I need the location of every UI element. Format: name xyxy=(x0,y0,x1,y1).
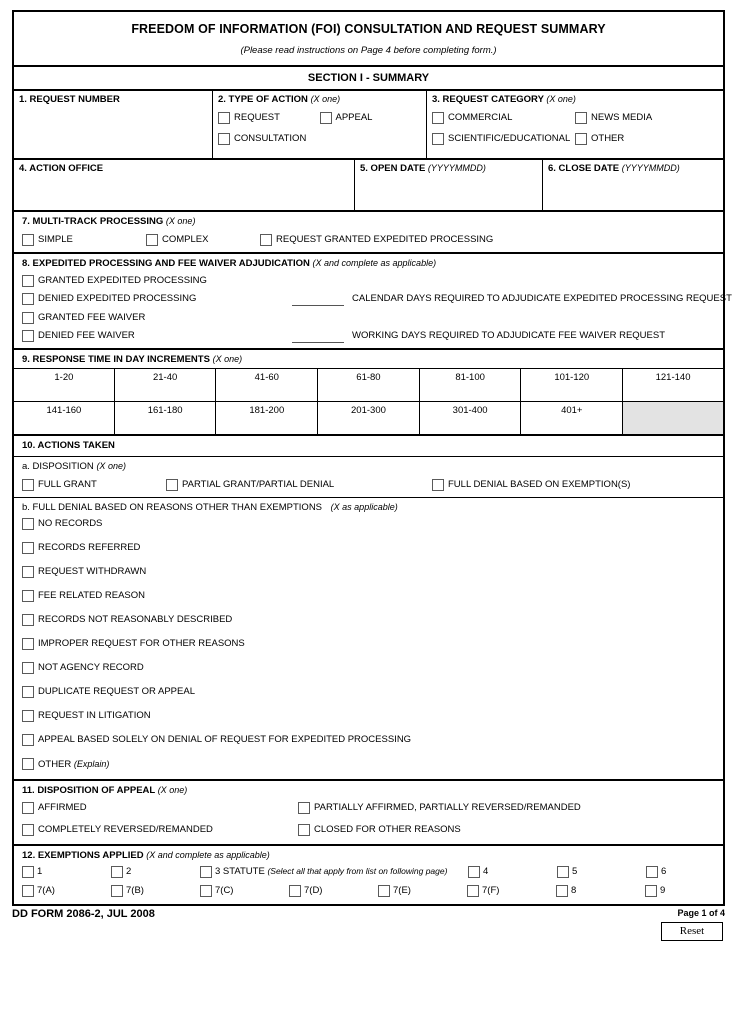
checkbox-request-withdrawn[interactable] xyxy=(22,566,34,578)
field-12-row xyxy=(14,846,723,904)
cell-61-80[interactable]: 61-80 xyxy=(318,369,420,402)
checkbox-row[interactable]: GRANTED FEE WAIVER xyxy=(22,312,292,324)
field-request-category xyxy=(426,91,723,158)
field-7-label: 7. MULTI-TRACK PROCESSING (X one) xyxy=(22,216,196,227)
option-row xyxy=(22,824,715,836)
form-header xyxy=(14,12,723,67)
checkbox-completely-reversed-remanded[interactable] xyxy=(22,824,34,836)
checkbox-row[interactable]: FULL GRANT xyxy=(22,479,166,491)
field-actions-taken xyxy=(14,436,723,456)
field-10-header-row xyxy=(14,436,723,457)
field-request-number[interactable] xyxy=(14,91,212,158)
field-8-row xyxy=(14,254,732,350)
reset-button[interactable]: Reset xyxy=(661,922,723,941)
cell-101-120[interactable]: 101-120 xyxy=(521,369,623,402)
field-exemptions-applied xyxy=(14,846,737,904)
working-days-note: WORKING DAYS REQUIRED TO ADJUDICATE FEE WAIVER REQUEST xyxy=(352,330,666,341)
field-2-label: 2. TYPE OF ACTION (X one) xyxy=(218,94,341,105)
checkbox-row[interactable]: PARTIALLY AFFIRMED, PARTIALLY REVERSED/REMANDED xyxy=(298,802,581,814)
checkbox-row[interactable]: CLOSED FOR OTHER REASONS xyxy=(298,824,461,836)
checkbox-row[interactable]: PARTIAL GRANT/PARTIAL DENIAL xyxy=(166,479,432,491)
field-full-denial-other-reasons xyxy=(14,498,723,779)
checkbox-records-referred[interactable] xyxy=(22,542,34,554)
checkbox-row[interactable]: NO RECORDS xyxy=(22,518,715,530)
cell-121-140[interactable]: 121-140 xyxy=(623,369,723,402)
form-subtitle: (Please read instructions on Page 4 before completing form.) xyxy=(240,45,497,56)
checkbox-commercial[interactable] xyxy=(432,112,444,124)
checkbox-exemption-5[interactable] xyxy=(557,866,569,878)
checkbox-row[interactable]: DENIED EXPEDITED PROCESSING xyxy=(22,293,292,305)
checkbox-granted-expedited-processing[interactable] xyxy=(22,275,34,287)
checkbox-fee-related-reason[interactable] xyxy=(22,590,34,602)
checkbox-row[interactable]: 2 xyxy=(111,866,200,878)
section-i-bar: SECTION I - SUMMARY xyxy=(14,67,723,91)
field-10a-label: a. DISPOSITION (X one) xyxy=(22,461,126,472)
exemption-row-2 xyxy=(22,885,731,897)
checkbox-exemption-2[interactable] xyxy=(111,866,123,878)
checkbox-exemption-3-statute[interactable] xyxy=(200,866,212,878)
checkbox-row[interactable]: OTHER xyxy=(575,133,718,145)
input-working-days[interactable] xyxy=(292,330,344,343)
table-row xyxy=(14,402,723,435)
field-7-options xyxy=(22,234,715,246)
statute-hint: (Select all that apply from list on following page) xyxy=(267,866,448,876)
checkbox-row[interactable] xyxy=(22,758,715,771)
other-label: OTHER xyxy=(38,759,72,770)
checkbox-row[interactable]: 7(D) xyxy=(289,885,378,897)
input-calendar-days[interactable] xyxy=(292,293,344,306)
checkbox-exemption-7b[interactable] xyxy=(111,885,123,897)
field-6-hint: (YYYYMMDD) xyxy=(621,163,680,173)
field-11-hint: (X one) xyxy=(157,785,188,795)
cell-41-60[interactable]: 41-60 xyxy=(216,369,318,402)
checkbox-partially-affirmed-partially-reversed[interactable] xyxy=(298,802,310,814)
cell-161-180[interactable]: 161-180 xyxy=(114,402,216,435)
cell-81-100[interactable]: 81-100 xyxy=(419,369,521,402)
checkbox-row[interactable]: FULL DENIAL BASED ON EXEMPTION(S) xyxy=(432,479,630,491)
checkbox-row[interactable]: APPEAL BASED SOLELY ON DENIAL OF REQUEST FOR EXPEDITED PROCESSING xyxy=(22,734,715,746)
field-8-option-row xyxy=(22,293,731,306)
checkbox-other-explain[interactable] xyxy=(22,758,34,770)
field-10a-options xyxy=(22,479,715,491)
field-7-hint: (X one) xyxy=(165,216,196,226)
checkbox-row[interactable]: 7(F) xyxy=(467,885,556,897)
field-6-label: 6. CLOSE DATE (YYYYMMDD) xyxy=(548,163,680,174)
cell-1-20[interactable]: 1-20 xyxy=(14,369,114,402)
checkbox-closed-for-other-reasons[interactable] xyxy=(298,824,310,836)
checkbox-full-grant[interactable] xyxy=(22,479,34,491)
checkbox-row[interactable]: RECORDS NOT REASONABLY DESCRIBED xyxy=(22,614,715,626)
checkbox-row[interactable]: FEE RELATED REASON xyxy=(22,590,715,602)
checkbox-granted-fee-waiver[interactable] xyxy=(22,312,34,324)
field-5-label: 5. OPEN DATE (YYYYMMDD) xyxy=(360,163,486,174)
field-response-time xyxy=(14,350,723,368)
page-number: Page 1 of 4 xyxy=(677,908,725,918)
calendar-days-note: CALENDAR DAYS REQUIRED TO ADJUDICATE EXPEDITED PROCESSING REQUEST xyxy=(352,293,732,304)
field-8-option-row xyxy=(22,275,731,287)
field-8-option-row xyxy=(22,330,731,343)
field-10b-options xyxy=(22,518,715,771)
checkbox-row[interactable]: 4 xyxy=(468,866,557,878)
field-9-table-row xyxy=(14,369,723,436)
checkbox-exemption-6[interactable] xyxy=(646,866,658,878)
field-2-hint: (X one) xyxy=(310,94,341,104)
checkbox-row[interactable]: COMPLEX xyxy=(146,234,260,246)
field-multi-track-processing xyxy=(14,212,723,252)
checkbox-other-category[interactable] xyxy=(575,133,587,145)
cell-141-160[interactable]: 141-160 xyxy=(14,402,114,435)
option-row xyxy=(22,802,715,814)
checkbox-exemption-8[interactable] xyxy=(556,885,568,897)
fields-4-6-row xyxy=(14,160,723,212)
checkbox-request-in-litigation[interactable] xyxy=(22,710,34,722)
checkbox-full-denial-based-on-exemptions[interactable] xyxy=(432,479,444,491)
field-10b-label: b. FULL DENIAL BASED ON REASONS OTHER THAN EXEMPTIONS (X as applicable) xyxy=(22,502,398,513)
field-8-label: 8. EXPEDITED PROCESSING AND FEE WAIVER ADJUDICATION (X and complete as applicable) xyxy=(22,258,437,269)
checkbox-denied-expedited-processing[interactable] xyxy=(22,293,34,305)
checkbox-row[interactable]: AFFIRMED xyxy=(22,802,298,814)
form-footer xyxy=(12,904,725,937)
checkbox-request-granted-expedited-processing[interactable] xyxy=(260,234,272,246)
field-11-row xyxy=(14,781,723,846)
checkbox-row[interactable]: COMMERCIAL xyxy=(432,112,575,124)
field-9-hint: (X one) xyxy=(212,354,243,364)
checkbox-exemption-7f[interactable] xyxy=(467,885,479,897)
checkbox-row[interactable]: GRANTED EXPEDITED PROCESSING xyxy=(22,275,292,287)
checkbox-denied-fee-waiver[interactable] xyxy=(22,330,34,342)
cell-181-200[interactable]: 181-200 xyxy=(216,402,318,435)
cell-201-300[interactable]: 201-300 xyxy=(318,402,420,435)
checkbox-row[interactable]: 1 xyxy=(22,866,111,878)
field-8-option-row xyxy=(22,312,731,324)
checkbox-row[interactable] xyxy=(200,866,468,878)
checkbox-row[interactable]: REQUEST GRANTED EXPEDITED PROCESSING xyxy=(260,234,493,246)
field-disposition xyxy=(14,457,723,497)
checkbox-row[interactable]: COMPLETELY REVERSED/REMANDED xyxy=(22,824,298,836)
field-12-hint: (X and complete as applicable) xyxy=(146,850,270,860)
field-action-office[interactable] xyxy=(14,160,354,210)
fields-1-3-row xyxy=(14,91,723,160)
field-7-row xyxy=(14,212,723,254)
response-time-table xyxy=(14,369,723,434)
checkbox-partial-grant-partial-denial[interactable] xyxy=(166,479,178,491)
checkbox-row[interactable]: 8 xyxy=(556,885,645,897)
cell-401-plus[interactable]: 401+ xyxy=(521,402,623,435)
checkbox-exemption-9[interactable] xyxy=(645,885,657,897)
checkbox-row[interactable]: RECORDS REFERRED xyxy=(22,542,715,554)
checkbox-row[interactable]: APPEAL xyxy=(320,112,422,124)
checkbox-row[interactable]: IMPROPER REQUEST FOR OTHER REASONS xyxy=(22,638,715,650)
checkbox-row[interactable]: 7(C) xyxy=(200,885,289,897)
field-3-hint: (X one) xyxy=(546,94,576,104)
field-11-label: 11. DISPOSITION OF APPEAL (X one) xyxy=(22,785,188,796)
checkbox-request[interactable] xyxy=(218,112,230,124)
checkbox-row[interactable]: 5 xyxy=(557,866,646,878)
cell-21-40[interactable]: 21-40 xyxy=(114,369,216,402)
field-9-label: 9. RESPONSE TIME IN DAY INCREMENTS (X one) xyxy=(22,354,243,365)
field-10b-hint: (X as applicable) xyxy=(330,502,398,512)
checkbox-row[interactable]: 7(E) xyxy=(378,885,467,897)
checkbox-exemption-7a[interactable] xyxy=(22,885,34,897)
field-2-options xyxy=(218,112,421,154)
checkbox-complex[interactable] xyxy=(146,234,158,246)
field-1-label: 1. REQUEST NUMBER xyxy=(19,94,120,105)
field-open-date[interactable] xyxy=(354,160,542,210)
field-10a-hint: (X one) xyxy=(96,461,126,471)
field-expedited-fee-waiver xyxy=(14,254,737,348)
checkbox-no-records[interactable] xyxy=(22,518,34,530)
checkbox-row[interactable]: NEWS MEDIA xyxy=(575,112,718,124)
checkbox-row[interactable]: REQUEST WITHDRAWN xyxy=(22,566,715,578)
checkbox-row[interactable]: REQUEST xyxy=(218,112,320,124)
field-type-of-action xyxy=(212,91,426,158)
field-8-hint: (X and complete as applicable) xyxy=(312,258,437,268)
checkbox-news-media[interactable] xyxy=(575,112,587,124)
checkbox-consultation[interactable] xyxy=(218,133,230,145)
checkbox-appeal[interactable] xyxy=(320,112,332,124)
checkbox-row[interactable]: 7(B) xyxy=(111,885,200,897)
field-close-date[interactable] xyxy=(542,160,723,210)
field-3-label: 3. REQUEST CATEGORY (X one) xyxy=(432,94,576,105)
field-disposition-of-appeal xyxy=(14,781,723,844)
checkbox-row[interactable]: CONSULTATION xyxy=(218,133,320,145)
page-title: FREEDOM OF INFORMATION (FOI) CONSULTATION AND REQUEST SUMMARY xyxy=(131,22,606,36)
other-hint: (Explain) xyxy=(73,759,110,769)
checkbox-exemption-7c[interactable] xyxy=(200,885,212,897)
table-row xyxy=(14,369,723,402)
checkbox-row[interactable]: DUPLICATE REQUEST OR APPEAL xyxy=(22,686,715,698)
field-4-label: 4. ACTION OFFICE xyxy=(19,163,104,174)
checkbox-affirmed[interactable] xyxy=(22,802,34,814)
field-10a-row xyxy=(14,457,723,498)
exemptions-grid xyxy=(22,866,731,897)
checkbox-row[interactable]: 7(A) xyxy=(22,885,111,897)
field-10b-row xyxy=(14,498,723,781)
checkbox-exemption-1[interactable] xyxy=(22,866,34,878)
checkbox-row[interactable]: REQUEST IN LITIGATION xyxy=(22,710,715,722)
checkbox-row[interactable]: SIMPLE xyxy=(22,234,146,246)
field-9-header-row xyxy=(14,350,723,369)
checkbox-row[interactable]: NOT AGENCY RECORD xyxy=(22,662,715,674)
cell-301-400[interactable]: 301-400 xyxy=(419,402,521,435)
checkbox-records-not-reasonably-described[interactable] xyxy=(22,614,34,626)
checkbox-exemption-7d[interactable] xyxy=(289,885,301,897)
checkbox-duplicate-request-or-appeal[interactable] xyxy=(22,686,34,698)
field-12-label: 12. EXEMPTIONS APPLIED (X and complete as applicable) xyxy=(22,850,270,861)
checkbox-exemption-4[interactable] xyxy=(468,866,480,878)
checkbox-row[interactable]: 6 xyxy=(646,866,735,878)
checkbox-exemption-7e[interactable] xyxy=(378,885,390,897)
checkbox-not-agency-record[interactable] xyxy=(22,662,34,674)
field-3-options xyxy=(432,112,718,154)
checkbox-simple[interactable] xyxy=(22,234,34,246)
field-10-label: 10. ACTIONS TAKEN xyxy=(22,440,115,451)
field-11-options xyxy=(22,802,715,836)
checkbox-improper-request-for-other-reasons[interactable] xyxy=(22,638,34,650)
checkbox-row[interactable]: 9 xyxy=(645,885,734,897)
checkbox-row[interactable]: DENIED FEE WAIVER xyxy=(22,330,292,342)
checkbox-row[interactable]: SCIENTIFIC/EDUCATIONAL xyxy=(432,133,575,145)
statute-label: 3 STATUTE xyxy=(215,866,265,877)
exemption-row-1 xyxy=(22,866,731,878)
checkbox-appeal-based-solely-on-denial[interactable] xyxy=(22,734,34,746)
checkbox-scientific-educational[interactable] xyxy=(432,133,444,145)
field-5-hint: (YYYYMMDD) xyxy=(427,163,486,173)
form-id: DD FORM 2086-2, JUL 2008 xyxy=(12,908,155,920)
form-body xyxy=(12,10,732,904)
cell-empty-shaded xyxy=(623,402,723,435)
